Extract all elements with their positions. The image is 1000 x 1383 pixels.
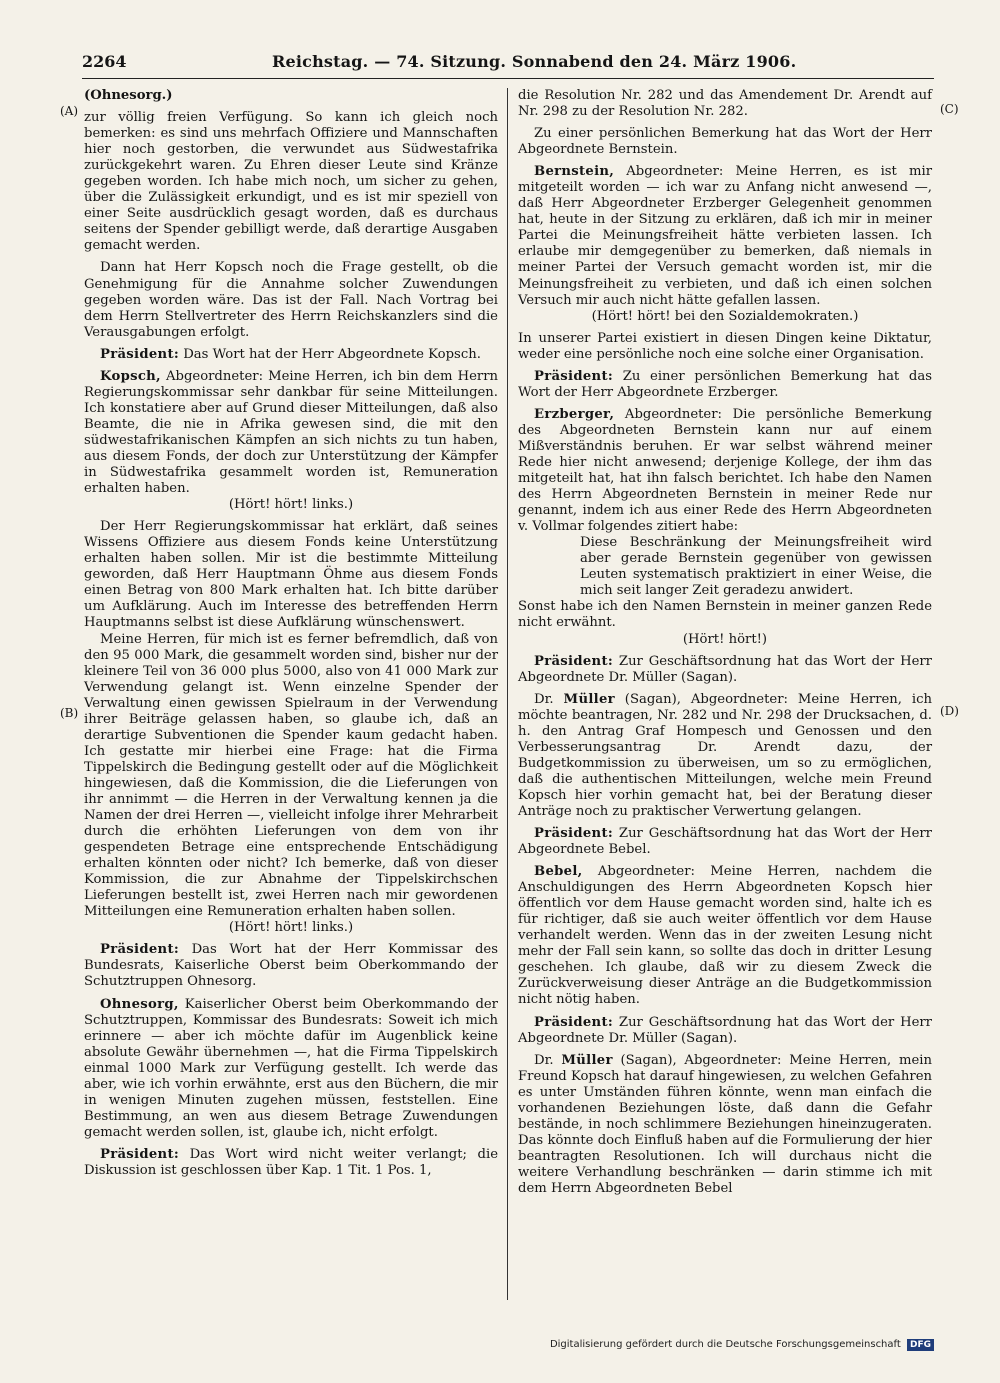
speaker-name: Kopsch, [100,368,161,384]
margin-marker-b: (B) [60,706,79,720]
speech-bernstein [518,164,932,308]
paragraph: die Resolution Nr. 282 und das Amendement Dr. Arendt auf Nr. 298 zu der Resolution Nr. 282. [518,88,932,120]
speaker-name: Präsident: [534,826,614,842]
speech-text: Abgeordneter: Die persönliche Bemerkung des Abgeordneten Bernstein kann nur auf einem Mißverständnis beruhen. Er war selbst während meiner Rede hier nicht anwesend; derjenige Kollege, der ihm das mitgeteilt hat, hat ihn falsch berichtet. Ich habe den Namen des Herrn Abgeordneten Bernstein in meiner Rede nur genannt, indem ich aus einer Rede des Herrn Abgeordneten v. Vollmar folgendes zitiert habe: [518,406,932,535]
speech-text: Zur Geschäftsordnung hat das Wort der Herr Abgeordnete Bebel. [518,826,932,858]
paragraph: In unserer Partei existiert in diesen Dingen keine Diktatur, weder eine persönliche noch eine solche einer Organisation. [518,330,932,362]
footer-text: Digitalisierung gefördert durch die Deutsche Forschungsgemeinschaft [549,1339,901,1350]
speaker-name: Bernstein, [534,164,615,180]
speech-president [518,1015,932,1047]
speaker-name: Präsident: [100,942,180,958]
speech-president [84,1147,498,1179]
speech-text: Abgeordneter: Meine Herren, es ist mir mitgeteilt worden — ich war zu Anfang nicht anwesend —, daß Herr Abgeordneter Erzberger Gelegenheit genommen hat, heute in der Sitzung zu erklären, daß ich mir in meiner Partei die Meinungsfreiheit hätte verbieten lassen. Ich erlaube mir demgegenüber zu bemerken, daß niemals in meiner Partei der Versuch gemacht worden ist, mir die Meinungsfreiheit zu verbieten, und daß ich einen solchen Versuch mir auch nicht hätte gefallen lassen. [518,164,932,308]
interjection: (Hört! hört! links.) [228,497,354,513]
speech-text: Zur Geschäftsordnung hat das Wort der Herr Abgeordnete Dr. Müller (Sagan). [518,1014,932,1046]
dfg-logo: DFG [907,1339,934,1351]
margin-marker-c: (C) [940,102,959,116]
speaker-name: Ohnesorg, [100,996,179,1012]
speaker-name: Präsident: [534,368,614,384]
paragraph: Dann hat Herr Kopsch noch die Frage gestellt, ob die Genehmigung für die Annahme solcher Zuwendungen gegeben worden wäre. Das ist der Fall. Nach Vortrag bei dem Herrn Stellvertreter des Herrn Reichskanzlers sind die Verausgabungen erfolgt. [84,260,498,340]
speech-president [518,826,932,858]
speaker-title: Dr. [534,691,564,707]
speech-kopsch [84,369,498,497]
speech-text: Das Wort wird nicht weiter verlangt; die Diskussion ist geschlossen über Kap. 1 Tit. 1 Pos. 1, [84,1146,498,1178]
speech-text: Zu einer persönlichen Bemerkung hat das Wort der Herr Abgeordnete Erzberger. [518,368,932,400]
speech-bebel [518,864,932,1008]
speech-text: Abgeordneter: Meine Herren, ich bin dem Herrn Regierungskommissar sehr dankbar für seine Mitteilungen. Ich konstatiere aber auf Grund dieser Mitteilungen, daß also Beamte, die nie in Afrika gewesen sind, die mit den südwestafrikanischen Kämpfen an sich nichts zu tun haben, aus diesem Fonds, der doch zur Unterstützung der Kämpfer in Südwestafrika gesammelt worden ist, Remuneration erhalten haben. [84,368,498,497]
speech-mueller [518,692,932,820]
speech-text: (Sagan), Abgeordneter: Meine Herren, mein Freund Kopsch hat darauf hingewiesen, zu welchen Gefahren es unter Umständen führen könnte, wenn man einfach die vorhandenen Beziehungen löste, daß dann die Gefahr bestände, in noch schlimmere Beziehungen hineinzugeraten. Das könnte doch Einfluß haben auf die Formulierung der hier beantragten Resolutionen. Ich will durchaus nicht die weitere Verhandlung beschränken — darin stimme ich mit dem Herrn Abgeordneten Bebel [518,1052,932,1196]
running-head: Reichstag. — 74. Sitzung. Sonnabend den 24. März 1906. [272,52,797,71]
paragraph: Der Herr Regierungskommissar hat erklärt, daß seines Wissens Offiziere aus diesem Fonds keine Unterstützung erhalten haben sollen. Mir ist die bestimmte Mitteilung geworden, daß Herr Hauptmann Öhme aus diesem Fonds einen Betrag von 800 Mark erhalten hat. Ich bitte darüber um Aufklärung. Auch im Interesse des betreffenden Herrn Hauptmanns selbst ist diese Aufklärung wünschenswert. [84,519,498,631]
interjection: (Hört! hört! links.) [228,920,354,936]
speaker-name: Müller [563,691,615,707]
speech-ohnesorg [84,997,498,1141]
margin-marker-d: (D) [940,704,959,718]
page-number: 2264 [82,52,127,71]
paragraph: Zu einer persönlichen Bemerkung hat das Wort der Herr Abgeordnete Bernstein. [518,126,932,158]
paragraph: Sonst habe ich den Namen Bernstein in meiner ganzen Rede nicht erwähnt. [518,599,932,631]
speaker-name: Präsident: [534,1014,614,1030]
speech-text: Kaiserlicher Oberst beim Oberkommando der Schutztruppen, Kommissar des Bundesrats: Soweit ich mich erinnere — aber ich möchte dafür im Augenblick keine absolute Gewähr übernehmen —, hat die Firma Tippelskirch einmal 1000 Mark zur Verfügung gestellt. Ich werde das aber, wie ich vorhin erwähnte, erst aus den Büchern, die mir in wenigen Minuten zugehen müssen, feststellen. Eine Bestimmung, an wen aus diesem Betrage Zuwendungen gemacht werden sollen, ist, glaube ich, nicht erfolgt. [84,996,498,1140]
speech-text: Das Wort hat der Herr Abgeordnete Kopsch. [179,346,481,362]
speaker-name: Präsident: [100,346,180,362]
speech-president [84,347,498,363]
speaker-name: Erzberger, [534,406,615,422]
block-quote [580,535,932,599]
margin-marker-a: (A) [60,104,79,118]
right-column [518,88,932,1203]
speech-president [518,369,932,401]
speaker-name: Präsident: [100,1146,180,1162]
left-column [84,88,498,1185]
speech-president [518,654,932,686]
continuation-speaker: (Ohnesorg.) [84,88,173,103]
interjection: (Hört! hört! bei den Sozialdemokraten.) [591,308,859,324]
speech-text: Zur Geschäftsordnung hat das Wort der Herr Abgeordnete Dr. Müller (Sagan). [518,653,932,685]
speech-text: (Sagan), Abgeordneter: Meine Herren, ich möchte beantragen, Nr. 282 und Nr. 298 der Drucksachen, d. h. den Antrag Graf Hompesch und Genossen und den Verbesserungsantrag Dr. Arendt dazu, der Budgetkommission zu überweisen, um so zu ermöglichen, daß die authentischen Mitteilungen, welche mein Freund Kopsch hier vorhin gemacht hat, bei der Beratung dieser Anträge noch zu praktischer Verwertung gelangen. [518,691,932,819]
speaker-name: Präsident: [534,653,614,669]
column-divider [507,88,508,1300]
quote-text: Diese Beschränkung der Meinungsfreiheit wird aber gerade Bernstein gegenüber von gewissen Leuten systematisch praktiziert in einer Weise, die mich seit langer Zeit geradezu anwidert. [580,535,932,599]
speech-erzberger [518,407,932,535]
interjection: (Hört! hört!) [682,631,768,647]
speaker-title: Dr. [534,1052,562,1068]
speaker-name: Müller [561,1052,613,1068]
page-header [82,52,934,79]
speech-mueller [518,1053,932,1197]
speech-president [84,942,498,990]
speech-text: Abgeordneter: Meine Herren, nachdem die Anschuldigungen des Herrn Abgeordneten Kopsch hier öffentlich vor dem Hause gemacht worden sind, halte ich es für richtiger, daß sie auch weiter öffentlich vor dem Hause verhandelt werden. Wenn das in der zweiten Lesung nicht mehr der Fall sein kann, so sollte das doch in dritter Lesung geschehen. Ich glaube, daß wir zu diesem Zweck die Zurückverweisung dieser Anträge an die Budgetkommission nicht nötig haben. [518,864,932,1008]
paragraph: Meine Herren, für mich ist es ferner befremdlich, daß von den 95 000 Mark, die gesammelt worden sind, bisher nur der kleinere Teil von 36 000 plus 5000, also von 41 000 Mark zur Verwendung gelangt ist. Wenn einzelne Spender der Verwaltung einen gewissen Spielraum in der Verwendung ihrer Beiträge gelassen haben, so glaube ich, daß an derartige Subventionen die Spender kaum gedacht haben. Ich gestatte mir hierbei eine Frage: hat die Firma Tippelskirch die Bedingung gestellt oder auf die Möglichkeit hingewiesen, daß die Kommission, die die Lieferungen von ihr annimmt — die Herren in der Verwaltung kennen ja die Namen der drei Herren —, vielleicht infolge ihrer Mehrarbeit durch die erhöhten Lieferungen von dem von ihr gespendeten Betrage eine entsprechende Entschädigung erhalten könnten oder nicht? Ich bemerke, daß von dieser Kommission, die zur Abnahme der Tippelskirchschen Lieferungen bestellt ist, zwei Herren nach mir gewordenen Mitteilungen eine Remuneration erhalten haben sollen. [84,631,498,920]
speech-text: Das Wort hat der Herr Kommissar des Bundesrats, Kaiserliche Oberst beim Oberkommando der Schutztruppen Ohnesorg. [84,942,498,990]
speaker-name: Bebel, [534,864,583,880]
footer-credit [550,1339,934,1351]
paragraph: zur völlig freien Verfügung. So kann ich gleich noch bemerken: es sind uns mehrfach Offiziere und Mannschaften hier noch gestorben, die verwundet aus Südwestafrika zurückgekehrt waren. Zu Ehren dieser Leute sind Kränze gegeben worden. Ich habe mich noch, um sicher zu gehen, über die Zulässigkeit erkundigt, und es ist mir speziell von einer Seite ausdrücklich gesagt worden, daß es durchaus seitens der Spender gebilligt werde, daß derartige Ausgaben gemacht werden. [84,110,498,254]
